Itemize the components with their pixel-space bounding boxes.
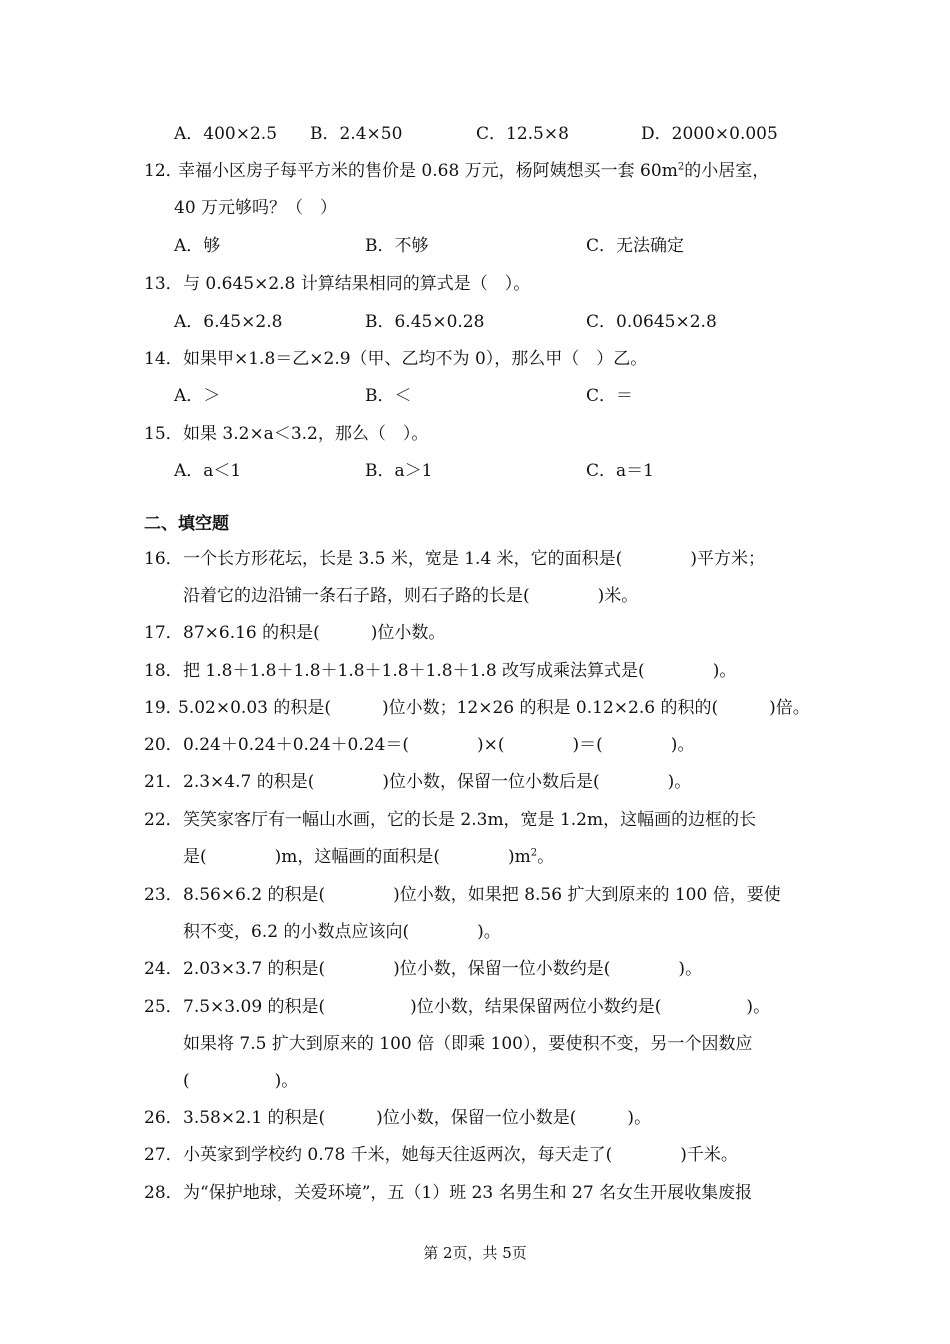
q13-option-a: A．6.45×2.8 — [174, 312, 283, 332]
q23-line2: 积不变，6.2 的小数点应该向( )。 — [183, 922, 501, 942]
q15-number: 15． — [144, 424, 183, 444]
q15-option-c: C．a＝1 — [586, 461, 654, 481]
q22-line2-post: 。 — [537, 847, 555, 867]
q28-number: 28． — [144, 1183, 183, 1203]
q12-line1-post: 的小居室， — [684, 161, 770, 181]
q17-text: 87×6.16 的积是( )位小数。 — [183, 623, 446, 643]
q15-option-b: B．a＞1 — [365, 461, 433, 481]
q14-text: 如果甲×1.8＝乙×2.9（甲、乙均不为 0），那么甲（ ）乙。 — [183, 349, 648, 369]
q22-number: 22． — [144, 810, 183, 830]
q27-text: 小英家到学校约 0.78 千米，她每天往返两次，每天走了( )千米。 — [183, 1145, 738, 1165]
q23-number: 23． — [144, 885, 183, 905]
q14-option-c: C．＝ — [586, 386, 634, 406]
q16-number: 16． — [144, 549, 183, 569]
q22-line2 — [183, 847, 554, 867]
q25-line1: 7.5×3.09 的积是( )位小数，结果保留两位小数约是( )。 — [183, 997, 771, 1017]
q20-number: 20． — [144, 735, 183, 755]
q12-option-b: B．不够 — [365, 236, 429, 256]
q24-text: 2.03×3.7 的积是( )位小数，保留一位小数约是( )。 — [183, 959, 703, 979]
q26-text: 3.58×2.1 的积是( )位小数，保留一位小数是( )。 — [183, 1108, 652, 1128]
q21-text: 2.3×4.7 的积是( )位小数，保留一位小数后是( )。 — [183, 772, 692, 792]
q19-number: 19． — [144, 698, 183, 718]
q18-text: 把 1.8＋1.8＋1.8＋1.8＋1.8＋1.8＋1.8 改写成乘法算式是( )。 — [183, 661, 737, 681]
q23-line1: 8.56×6.2 的积是( )位小数，如果把 8.56 扩大到原来的 100 倍，要使 — [183, 885, 781, 905]
q22-line2-sup: 2 — [530, 847, 538, 859]
q24-number: 24． — [144, 959, 183, 979]
q21-number: 21． — [144, 772, 183, 792]
q13-text: 与 0.645×2.8 计算结果相同的算式是（ ）。 — [183, 274, 531, 294]
q13-number: 13． — [144, 274, 183, 294]
q13-option-b: B．6.45×0.28 — [365, 312, 485, 332]
q11-option-c: C．12.5×8 — [476, 124, 569, 144]
q12-option-a: A．够 — [174, 236, 221, 256]
q20-text: 0.24＋0.24＋0.24＋0.24＝( )×( )＝( )。 — [183, 735, 695, 755]
q13-option-c: C．0.0645×2.8 — [586, 312, 717, 332]
q12-line2: 40 万元够吗？（ ） — [174, 198, 338, 218]
q12-line1-sup: 2 — [677, 161, 685, 173]
page-footer: 第 2页，共 5页 — [423, 1244, 527, 1262]
q25-line3: ( )。 — [183, 1071, 299, 1091]
q11-option-b: B．2.4×50 — [310, 124, 403, 144]
q25-number: 25． — [144, 997, 183, 1017]
q16-line2: 沿着它的边沿铺一条石子路，则石子路的长是( )米。 — [183, 586, 639, 606]
q28-text: 为“保护地球，关爱环境”，五（1）班 23 名男生和 27 名女生开展收集废报 — [183, 1183, 753, 1203]
q18-number: 18． — [144, 661, 183, 681]
q22-line1: 笑笑家客厅有一幅山水画，它的长是 2.3m，宽是 1.2m，这幅画的边框的长 — [183, 810, 757, 830]
q19-text: 5.02×0.03 的积是( )位小数；12×26 的积是 0.12×2.6 的积的( )倍。 — [178, 698, 810, 718]
q17-number: 17． — [144, 623, 183, 643]
q11-option-d: D．2000×0.005 — [641, 124, 778, 144]
q25-line2: 如果将 7.5 扩大到原来的 100 倍（即乘 100），要使积不变，另一个因数应 — [183, 1034, 753, 1054]
q11-option-a: A．400×2.5 — [174, 124, 278, 144]
q12-option-c: C．无法确定 — [586, 236, 685, 256]
q12-line1-pre: 幸福小区房子每平方米的售价是 0.68 万元，杨阿姨想买一套 60m — [178, 161, 678, 181]
q12-number: 12． — [144, 161, 183, 181]
q12-line1 — [178, 161, 769, 181]
section-heading: 二、填空题 — [144, 514, 229, 534]
q22-line2-pre: 是( )m，这幅画的面积是( )m — [183, 847, 531, 867]
q16-line1: 一个长方形花坛，长是 3.5 米，宽是 1.4 米，它的面积是( )平方米； — [183, 549, 765, 569]
q14-option-a: A．＞ — [174, 386, 221, 406]
q26-number: 26． — [144, 1108, 183, 1128]
q14-number: 14． — [144, 349, 183, 369]
q15-option-a: A．a＜1 — [174, 461, 242, 481]
q14-option-b: B．＜ — [365, 386, 412, 406]
q15-text: 如果 3.2×a＜3.2，那么（ ）。 — [183, 424, 429, 444]
q27-number: 27． — [144, 1145, 183, 1165]
